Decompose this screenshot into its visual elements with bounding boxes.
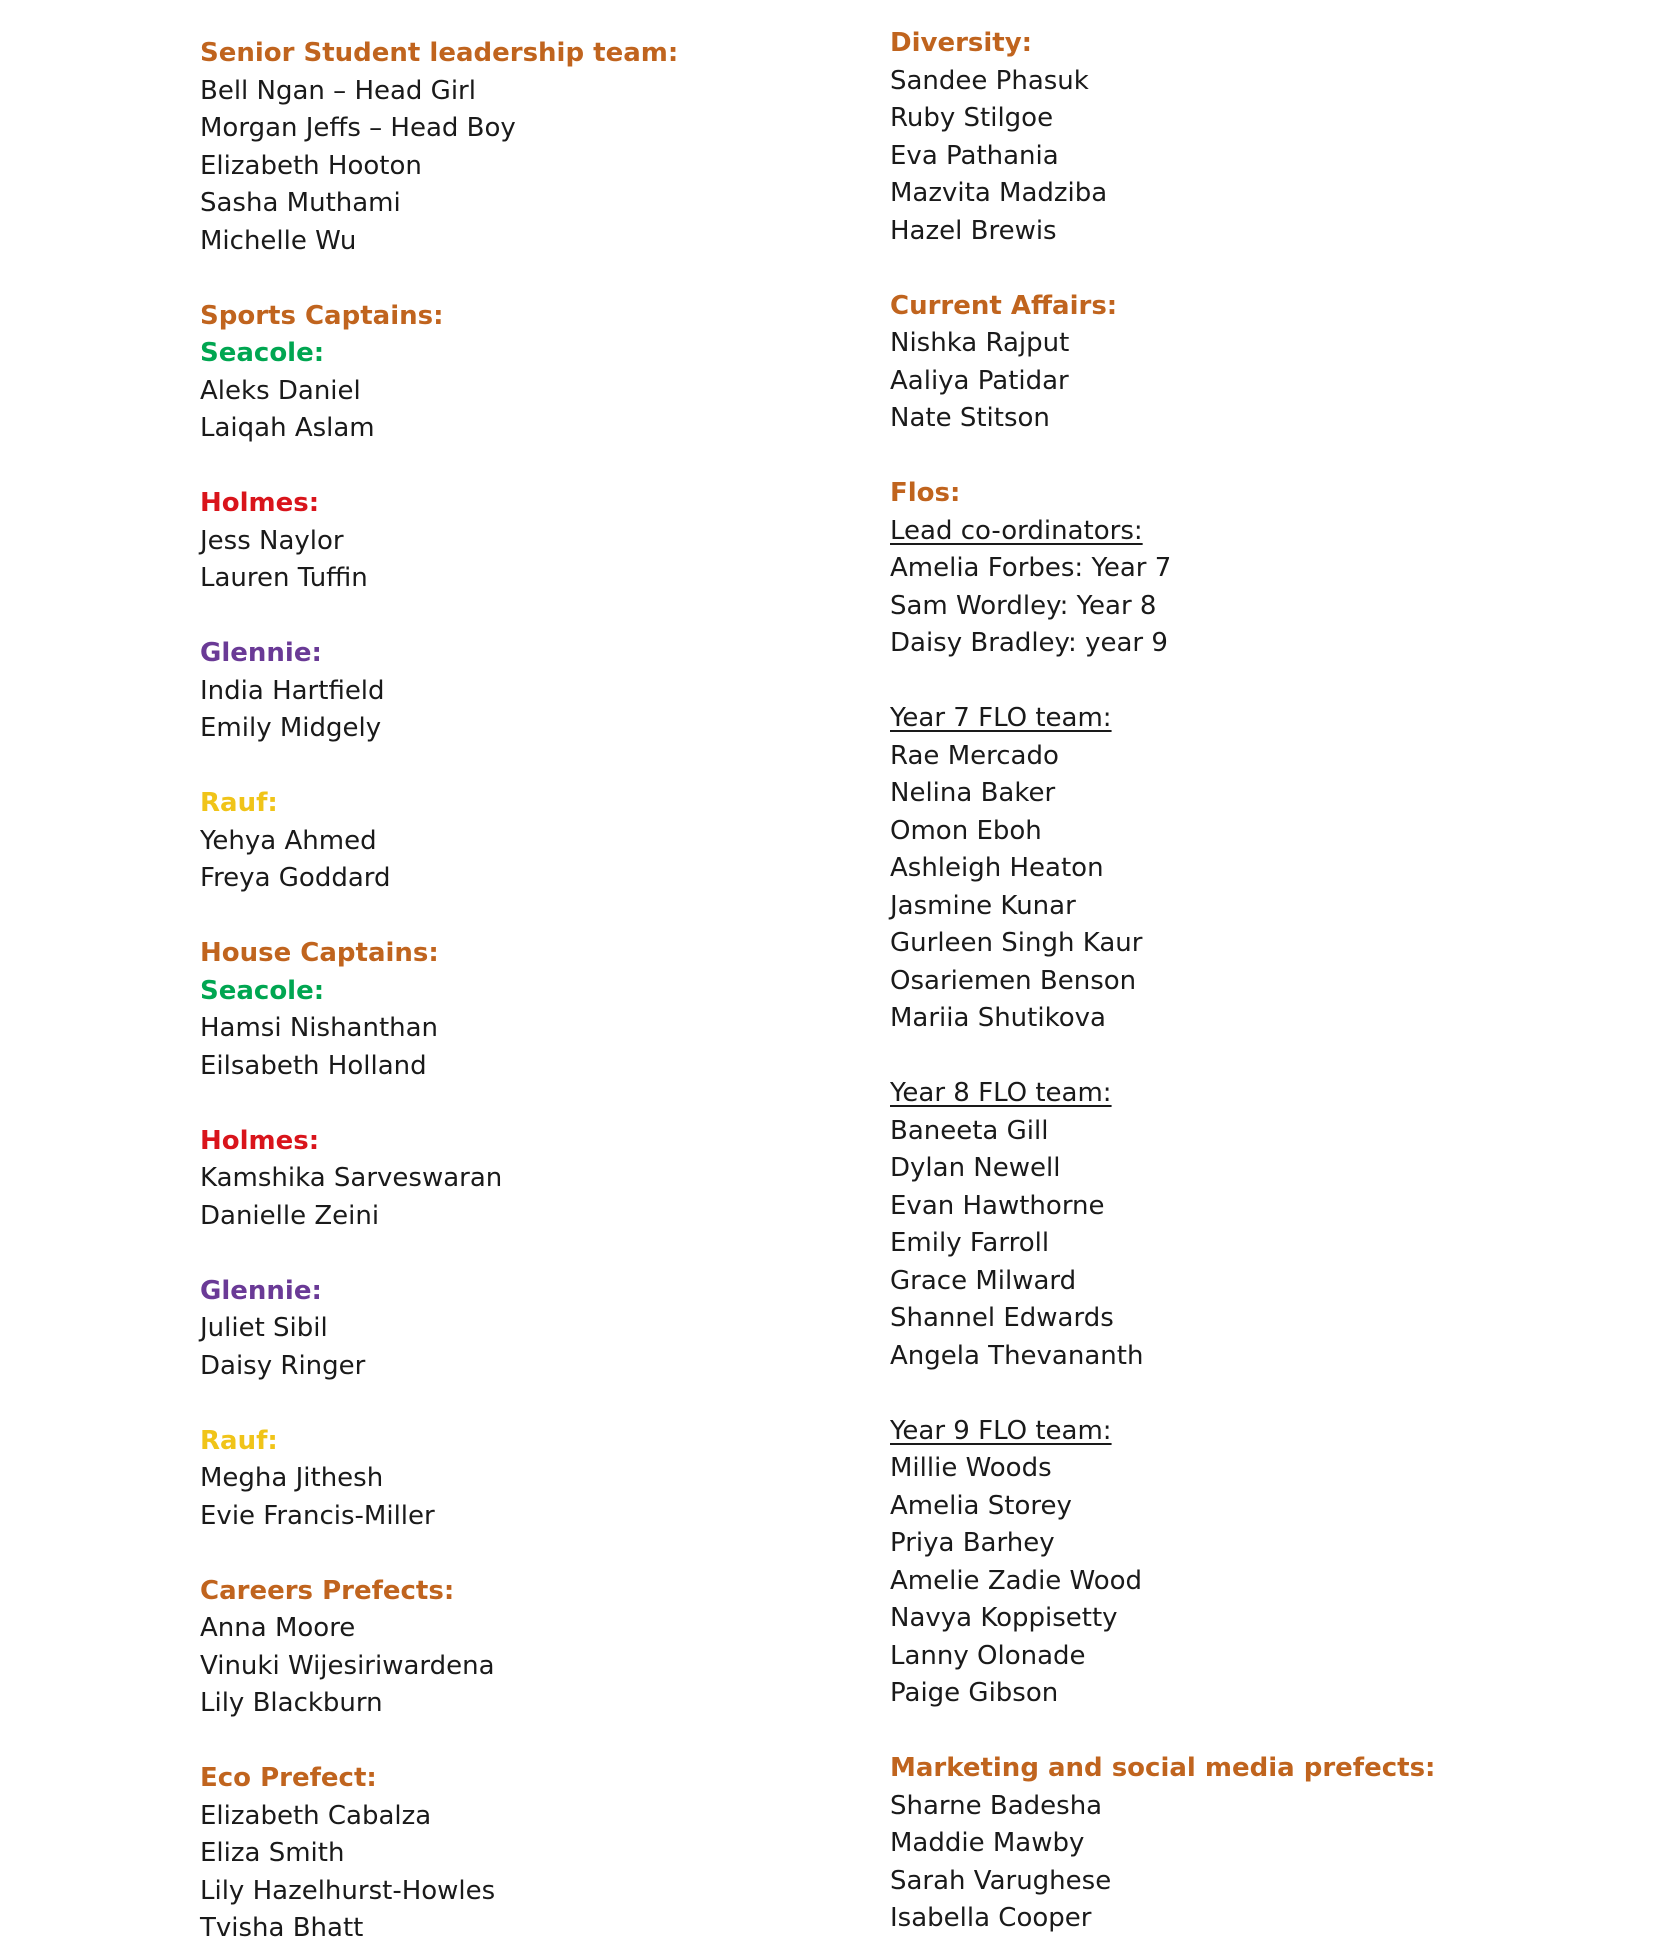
list-item: Sam Wordley: Year 8	[890, 590, 1157, 621]
list-item: Megha Jithesh	[200, 1463, 384, 1493]
list-item: Nelina Baker	[890, 778, 1056, 808]
section-heading: Sports Captains:	[200, 300, 444, 331]
list-item: Amelia Storey	[890, 1490, 1072, 1521]
list-item: Amelie Zadie Wood	[890, 1565, 1143, 1596]
current-affairs-section	[890, 288, 1610, 438]
list-item: Hazel Brewis	[890, 215, 1057, 246]
house-label-rauf: Rauf:	[200, 1425, 278, 1456]
list-item: Angela Thevananth	[890, 1340, 1144, 1371]
list-item: Laiqah Aslam	[200, 413, 375, 443]
marketing-prefects-section	[890, 1750, 1610, 1938]
left-column	[200, 35, 840, 1948]
careers-prefects-section	[200, 1573, 840, 1723]
list-item: Eilsabeth Holland	[200, 1050, 427, 1081]
list-item: Sasha Muthami	[200, 188, 401, 218]
list-item: Dylan Newell	[890, 1153, 1061, 1183]
list-item: Sarah Varughese	[890, 1865, 1112, 1896]
list-item: Maddie Mawby	[890, 1828, 1085, 1858]
list-item: Shannel Edwards	[890, 1303, 1114, 1333]
list-item: Sharne Badesha	[890, 1790, 1103, 1821]
list-item: Ashleigh Heaton	[890, 853, 1104, 883]
flos-section	[890, 475, 1610, 1713]
list-item: Sandee Phasuk	[890, 65, 1089, 96]
list-item: Elizabeth Cabalza	[200, 1800, 432, 1831]
list-item: Lauren Tuffin	[200, 563, 368, 593]
subsection-heading: Year 8 FLO team:	[890, 1078, 1112, 1108]
list-item: Nate Stitson	[890, 403, 1050, 433]
list-item: Amelia Forbes: Year 7	[890, 553, 1172, 583]
list-item: Daisy Ringer	[200, 1350, 366, 1381]
list-item: Ruby Stilgoe	[890, 103, 1054, 133]
list-item: Tvisha Bhatt	[200, 1913, 364, 1943]
list-item: Aaliya Patidar	[890, 365, 1069, 396]
list-item: Grace Milward	[890, 1265, 1077, 1296]
list-item: Hamsi Nishanthan	[200, 1013, 439, 1043]
section-heading: Senior Student leadership team:	[200, 38, 679, 68]
list-item: Eliza Smith	[200, 1838, 345, 1868]
list-item: Danielle Zeini	[200, 1200, 380, 1231]
list-item: Vinuki Wijesiriwardena	[200, 1650, 495, 1681]
list-item: Anna Moore	[200, 1613, 356, 1643]
list-item: Mazvita Madziba	[890, 178, 1108, 208]
list-item: Omon Eboh	[890, 815, 1042, 846]
list-item: Yehya Ahmed	[200, 825, 377, 856]
section-heading: Careers Prefects:	[200, 1575, 455, 1606]
list-item: Jess Naylor	[200, 525, 344, 556]
house-captains-section	[200, 935, 840, 1535]
list-item: Nishka Rajput	[890, 328, 1070, 358]
list-item: Morgan Jeffs – Head Boy	[200, 113, 516, 143]
house-label-glennie: Glennie:	[200, 638, 322, 668]
list-item: Navya Koppisetty	[890, 1603, 1118, 1633]
list-item: Rae Mercado	[890, 740, 1059, 771]
list-item: Paige Gibson	[890, 1678, 1059, 1708]
list-item: Gurleen Singh Kaur	[890, 928, 1143, 958]
section-heading: Eco Prefect:	[200, 1763, 377, 1793]
section-heading: Diversity:	[890, 28, 1033, 58]
subsection-heading: Lead co-ordinators:	[890, 515, 1143, 546]
list-item: India Hartfield	[200, 675, 385, 706]
list-item: Elizabeth Hooton	[200, 150, 422, 181]
list-item: Eva Pathania	[890, 140, 1059, 171]
list-item: Daisy Bradley: year 9	[890, 628, 1168, 658]
list-item: Priya Barhey	[890, 1528, 1055, 1558]
list-item: Evan Hawthorne	[890, 1190, 1105, 1221]
right-column	[890, 25, 1610, 1938]
house-label-seacole: Seacole:	[200, 975, 325, 1006]
list-item: Juliet Sibil	[200, 1313, 328, 1343]
house-label-rauf: Rauf:	[200, 788, 278, 818]
list-item: Emily Farroll	[890, 1228, 1050, 1258]
list-item: Michelle Wu	[200, 225, 357, 256]
list-item: Aleks Daniel	[200, 375, 361, 406]
list-item: Millie Woods	[890, 1453, 1052, 1483]
house-label-holmes: Holmes:	[200, 1125, 320, 1156]
list-item: Kamshika Sarveswaran	[200, 1163, 503, 1193]
section-heading: Flos:	[890, 478, 961, 508]
list-item: Lanny Olonade	[890, 1640, 1086, 1671]
sports-captains-section	[200, 298, 840, 898]
house-label-seacole: Seacole:	[200, 338, 325, 368]
section-heading: Current Affairs:	[890, 290, 1118, 321]
list-item: Freya Goddard	[200, 863, 391, 893]
list-item: Baneeta Gill	[890, 1115, 1049, 1146]
list-item: Emily Midgely	[200, 713, 382, 743]
list-item: Bell Ngan – Head Girl	[200, 75, 476, 106]
senior-leadership-section	[200, 35, 840, 260]
subsection-heading: Year 7 FLO team:	[890, 703, 1112, 733]
house-label-glennie: Glennie:	[200, 1275, 322, 1306]
eco-prefect-section	[200, 1760, 840, 1948]
diversity-section	[890, 25, 1610, 250]
list-item: Evie Francis-Miller	[200, 1500, 435, 1531]
subsection-heading: Year 9 FLO team:	[890, 1415, 1112, 1446]
section-heading: House Captains:	[200, 938, 439, 968]
list-item: Isabella Cooper	[890, 1903, 1092, 1933]
list-item: Osariemen Benson	[890, 965, 1137, 996]
house-label-holmes: Holmes:	[200, 488, 320, 518]
section-heading: Marketing and social media prefects:	[890, 1753, 1436, 1783]
list-item: Mariia Shutikova	[890, 1003, 1106, 1033]
list-item: Jasmine Kunar	[890, 890, 1076, 921]
list-item: Lily Blackburn	[200, 1688, 383, 1718]
list-item: Lily Hazelhurst-Howles	[200, 1875, 496, 1906]
